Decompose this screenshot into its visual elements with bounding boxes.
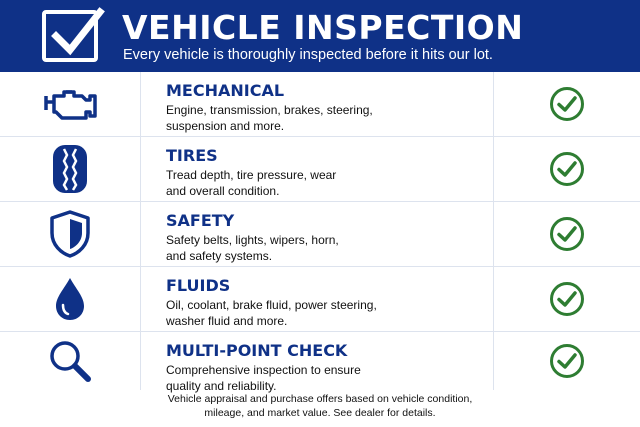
row-description-line: and safety systems. (166, 249, 273, 263)
row-title: TIRES (166, 146, 218, 165)
row-description (166, 167, 486, 199)
inspection-row-tires (0, 137, 640, 202)
header-banner (0, 0, 640, 72)
check-cell (493, 332, 640, 390)
row-description (166, 362, 486, 394)
row-title: MECHANICAL (166, 81, 285, 100)
checkbox-icon (42, 10, 98, 62)
row-icon-cell (0, 72, 141, 136)
magnifier-icon (47, 338, 93, 384)
page-title: VEHICLE INSPECTION (122, 8, 524, 47)
row-icon-cell (0, 267, 141, 331)
row-title: FLUIDS (166, 276, 231, 295)
inspection-row-safety (0, 202, 640, 267)
row-icon-cell (0, 332, 141, 390)
shield-icon (48, 209, 92, 259)
droplet-icon (52, 275, 88, 323)
check-circle-icon (549, 151, 585, 187)
row-description (166, 102, 486, 134)
row-description (166, 232, 486, 264)
inspection-row-multi-point-check (0, 332, 640, 393)
check-cell (493, 267, 640, 331)
check-cell (493, 137, 640, 201)
row-title: MULTI-POINT CHECK (166, 341, 348, 360)
row-description-line: Tread depth, tire pressure, wear (166, 168, 337, 182)
row-description-line: Safety belts, lights, wipers, horn, (166, 233, 339, 247)
inspection-row-mechanical (0, 72, 640, 137)
row-description-line: Engine, transmission, brakes, steering, (166, 103, 373, 117)
check-cell (493, 202, 640, 266)
page-subtitle: Every vehicle is thoroughly inspected before it hits our lot. (123, 47, 493, 63)
row-icon-cell (0, 202, 141, 266)
engine-icon (40, 84, 100, 124)
disclaimer (0, 392, 640, 420)
row-title: SAFETY (166, 211, 235, 230)
check-circle-icon (549, 281, 585, 317)
check-circle-icon (549, 343, 585, 379)
row-description-line: washer fluid and more. (166, 314, 288, 328)
row-description (166, 297, 486, 329)
row-description-line: Comprehensive inspection to ensure (166, 363, 361, 377)
row-description-line: quality and reliability. (166, 379, 277, 393)
row-description-line: Oil, coolant, brake fluid, power steering, (166, 298, 377, 312)
tire-icon (50, 143, 90, 195)
check-circle-icon (549, 86, 585, 122)
disclaimer-line: Vehicle appraisal and purchase offers based on vehicle condition, (167, 393, 473, 405)
inspection-row-fluids (0, 267, 640, 332)
check-cell (493, 72, 640, 136)
row-description-line: and overall condition. (166, 184, 280, 198)
disclaimer-line: mileage, and market value. See dealer for details. (204, 407, 436, 419)
row-icon-cell (0, 137, 141, 201)
row-description-line: suspension and more. (166, 119, 285, 133)
check-circle-icon (549, 216, 585, 252)
